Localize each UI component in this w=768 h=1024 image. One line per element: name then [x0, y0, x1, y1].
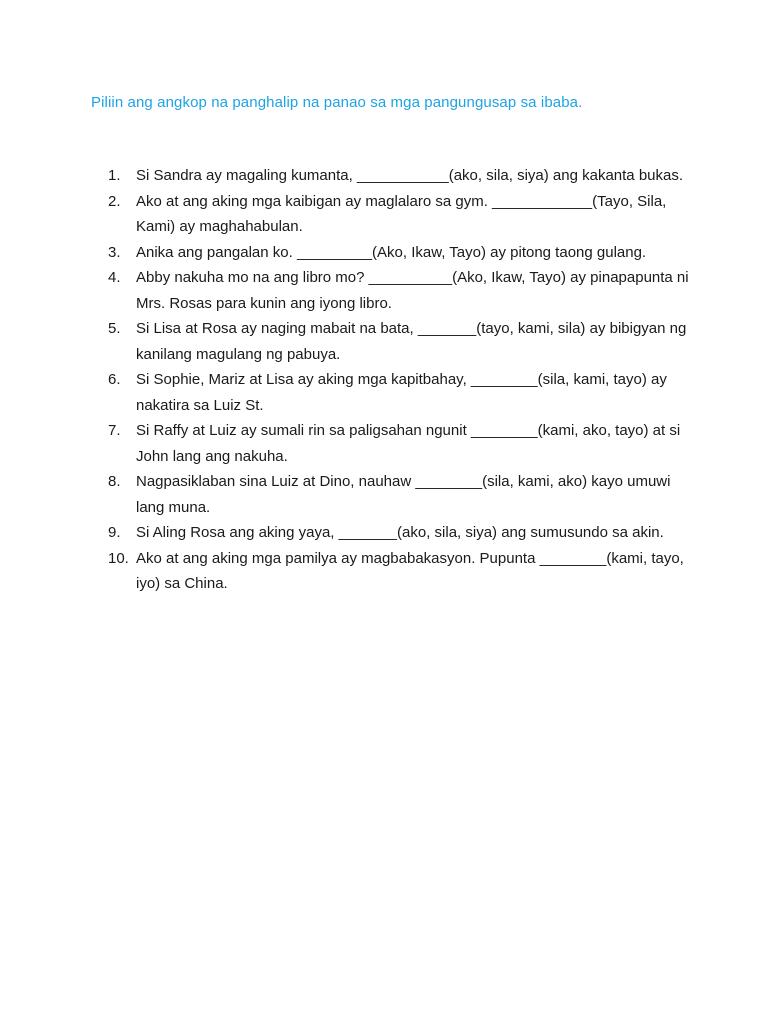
question-text: Abby nakuha mo na ang libro mo? __________(Ako, Ikaw, Tayo) ay pinapapunta ni Mrs. Rosas para kunin ang iyong libro. — [136, 269, 689, 312]
question-number: 10. — [108, 549, 129, 567]
question-number: 7. — [108, 422, 121, 439]
question-text: Nagpasiklaban sina Luiz at Dino, nauhaw ________(sila, kami, ako) kayo umuwi lang muna. — [136, 473, 671, 516]
question-number: 3. — [108, 243, 121, 261]
question-number: 4. — [108, 269, 121, 286]
question-list — [108, 163, 698, 597]
question-item — [108, 316, 698, 367]
question-number: 2. — [108, 192, 121, 210]
question-number: 1. — [108, 167, 121, 184]
question-text: Si Sandra ay magaling kumanta, ___________(ako, sila, siya) ang kakanta bukas. — [136, 167, 684, 184]
question-number: 9. — [108, 524, 121, 541]
question-item — [108, 520, 698, 546]
question-item — [108, 163, 698, 189]
question-text: Si Sophie, Mariz at Lisa ay aking mga kapitbahay, ________(sila, kami, tayo) ay nakatira sa Luiz St. — [136, 371, 667, 414]
question-number: 6. — [108, 371, 121, 388]
question-item — [108, 367, 698, 418]
question-item — [108, 189, 698, 240]
question-text: Si Aling Rosa ang aking yaya, _______(ako, sila, siya) ang sumusundo sa akin. — [136, 524, 664, 541]
instruction-heading: Piliin ang angkop na panghalip na panao sa mga pangungusap sa ibaba. — [91, 94, 583, 111]
question-text: Si Raffy at Luiz ay sumali rin sa paligsahan ngunit ________(kami, ako, tayo) at si John lang ang nakuha. — [136, 422, 681, 465]
question-text: Anika ang pangalan ko. _________(Ako, Ikaw, Tayo) ay pitong taong gulang. — [136, 243, 647, 261]
question-item — [108, 418, 698, 469]
question-item — [108, 546, 698, 597]
question-text: Ako at ang aking mga kaibigan ay maglalaro sa gym. ____________(Tayo, Sila, Kami) ay maghahabulan. — [136, 192, 667, 235]
question-number: 5. — [108, 320, 121, 337]
question-item — [108, 240, 698, 266]
question-item — [108, 469, 698, 520]
question-text: Si Lisa at Rosa ay naging mabait na bata, _______(tayo, kami, sila) ay bibigyan ng kanilang magulang ng pabuya. — [136, 320, 687, 363]
question-item — [108, 265, 698, 316]
question-number: 8. — [108, 473, 121, 490]
question-text: Ako at ang aking mga pamilya ay magbabakasyon. Pupunta ________(kami, tayo, iyo) sa China. — [136, 549, 684, 592]
